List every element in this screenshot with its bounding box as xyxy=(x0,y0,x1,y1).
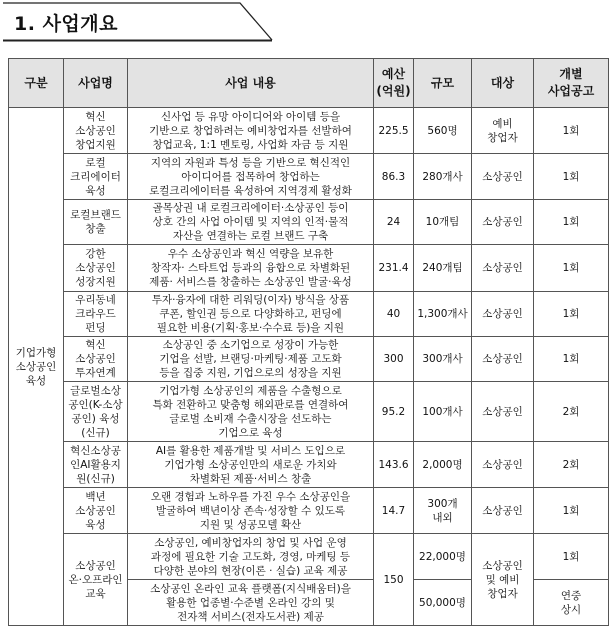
program-separate: 1회 xyxy=(534,154,609,200)
table-row xyxy=(9,108,609,154)
header-separate: 개별 사업공고 xyxy=(534,59,609,108)
program-name: 백년 소상공인 육성 xyxy=(64,488,128,534)
program-separate: 1회 xyxy=(534,245,609,292)
program-content: 신사업 등 유망 아이디어와 아이템 등을 기반으로 창업하려는 예비창업자를 선발하여 창업교육, 1:1 멘토링, 사업화 자금 등 지원 xyxy=(128,108,374,154)
header-budget: 예산 (억원) xyxy=(374,59,414,108)
table-row xyxy=(9,382,609,442)
program-target: 소상공인 xyxy=(472,245,534,292)
program-budget: 300 xyxy=(374,337,414,382)
table-row xyxy=(9,442,609,488)
program-name: 로컬브랜드 창출 xyxy=(64,200,128,245)
section-number: 1. xyxy=(14,13,36,35)
program-scale: 100개사 xyxy=(414,382,472,442)
program-separate: 1회 xyxy=(534,488,609,534)
program-budget: 86.3 xyxy=(374,154,414,200)
program-separate: 2회 xyxy=(534,442,609,488)
header-target: 대상 xyxy=(472,59,534,108)
program-separate: 1회 xyxy=(534,200,609,245)
program-separate: 1회 xyxy=(534,108,609,154)
program-target: 소상공인 및 예비 창업자 xyxy=(472,534,534,626)
table-row xyxy=(9,200,609,245)
program-budget: 24 xyxy=(374,200,414,245)
program-target: 소상공인 xyxy=(472,382,534,442)
program-scale: 1,300개사 xyxy=(414,292,472,337)
program-content: 소상공인 중 소기업으로 성장이 가능한 기업을 선발, 브랜딩·마케팅·제품 고도화 등을 집중 지원, 기업으로의 성장을 지원 xyxy=(128,337,374,382)
program-target: 소상공인 xyxy=(472,154,534,200)
program-content: 지역의 자원과 특성 등을 기반으로 혁신적인 아이디어를 접목하여 창업하는 로컬크리에이터를 육성하여 지역경제 활성화 xyxy=(128,154,374,200)
program-scale: 22,000명 xyxy=(414,534,472,580)
table-row xyxy=(9,154,609,200)
program-scale: 10개팀 xyxy=(414,200,472,245)
program-name: 혁신 소상공인 창업지원 xyxy=(64,108,128,154)
header-name: 사업명 xyxy=(64,59,128,108)
program-budget: 225.5 xyxy=(374,108,414,154)
program-separate: 1회 xyxy=(534,337,609,382)
program-budget: 231.4 xyxy=(374,245,414,292)
table-row xyxy=(9,245,609,292)
section-title-text: 사업개요 xyxy=(42,13,118,35)
business-overview-table xyxy=(8,58,609,626)
program-scale: 300개 내외 xyxy=(414,488,472,534)
program-separate: 1회 xyxy=(534,292,609,337)
table-row xyxy=(9,292,609,337)
program-content: AI를 활용한 제품개발 및 서비스 도입으로 기업가형 소상공인만의 새로운 가치와 차별화된 제품·서비스 창출 xyxy=(128,442,374,488)
program-name: 로컬 크리에이터 육성 xyxy=(64,154,128,200)
category-cell: 기업가형 소상공인 육성 xyxy=(9,108,64,626)
header-row xyxy=(9,59,609,108)
program-target: 소상공인 xyxy=(472,337,534,382)
program-content: 소상공인 온라인 교육 플랫폼(지식배움터)을 활용한 업종별·수준별 온라인 강의 및 전자책 서비스(전자도서관) 제공 xyxy=(128,580,374,626)
program-scale: 560명 xyxy=(414,108,472,154)
program-scale: 50,000명 xyxy=(414,580,472,626)
program-scale: 240개팀 xyxy=(414,245,472,292)
program-budget: 143.6 xyxy=(374,442,414,488)
program-name: 강한 소상공인 성장지원 xyxy=(64,245,128,292)
program-budget: 40 xyxy=(374,292,414,337)
program-separate: 2회 xyxy=(534,382,609,442)
program-content: 기업가형 소상공인의 제품을 수출형으로 특화 전환하고 맞춤형 해외판로를 연결하여 글로벌 소비재 수출시장을 선도하는 기업으로 육성 xyxy=(128,382,374,442)
section-title-tab xyxy=(2,2,272,40)
program-content: 소상공인, 예비창업자의 창업 및 사업 운영 과정에 필요한 기술 고도화, 경영, 마케팅 등 다양한 분야의 현장(이론 · 실습) 교육 제공 xyxy=(128,534,374,580)
program-separate: 연중 상시 xyxy=(534,580,609,626)
program-content: 골목상권 내 로컬크리에이터·소상공인 등이 상호 간의 사업 아이템 및 지역의 인적·물적 자산을 연결하는 로컬 브랜드 구축 xyxy=(128,200,374,245)
program-name: 혁신소상공 인AI활용지 원(신규) xyxy=(64,442,128,488)
program-budget: 150 xyxy=(374,534,414,626)
program-target: 소상공인 xyxy=(472,200,534,245)
table-row xyxy=(9,534,609,580)
program-content: 투자·융자에 대한 리워딩(이자) 방식을 상품 쿠폰, 할인권 등으로 다양화하고, 펀딩에 필요한 비용(기획·홍보·수수료 등)을 지원 xyxy=(128,292,374,337)
header-content: 사업 내용 xyxy=(128,59,374,108)
program-target: 소상공인 xyxy=(472,442,534,488)
program-content: 오랜 경험과 노하우를 가진 우수 소상공인을 발굴하여 백년이상 존속·성장할 수 있도록 지원 및 성공모델 확산 xyxy=(128,488,374,534)
program-target: 소상공인 xyxy=(472,292,534,337)
header-category: 구분 xyxy=(9,59,64,108)
header-scale: 규모 xyxy=(414,59,472,108)
program-scale: 2,000명 xyxy=(414,442,472,488)
program-scale: 300개사 xyxy=(414,337,472,382)
program-name: 혁신 소상공인 투자연계 xyxy=(64,337,128,382)
program-name: 소상공인 온·오프라인 교육 xyxy=(64,534,128,626)
program-scale: 280개사 xyxy=(414,154,472,200)
program-target: 예비 창업자 xyxy=(472,108,534,154)
program-separate: 1회 xyxy=(534,534,609,580)
program-content: 우수 소상공인과 혁신 역량을 보유한 창작자· 스타트업 등과의 융합으로 차별화된 제품· 서비스를 창출하는 소상공인 발굴·육성 xyxy=(128,245,374,292)
program-name: 우리동네 크라우드 펀딩 xyxy=(64,292,128,337)
table-row xyxy=(9,488,609,534)
program-name: 글로벌소상 공인(K-소상 공인) 육성 (신규) xyxy=(64,382,128,442)
program-target: 소상공인 xyxy=(472,488,534,534)
table-row xyxy=(9,337,609,382)
program-budget: 95.2 xyxy=(374,382,414,442)
program-budget: 14.7 xyxy=(374,488,414,534)
section-title xyxy=(14,9,118,36)
